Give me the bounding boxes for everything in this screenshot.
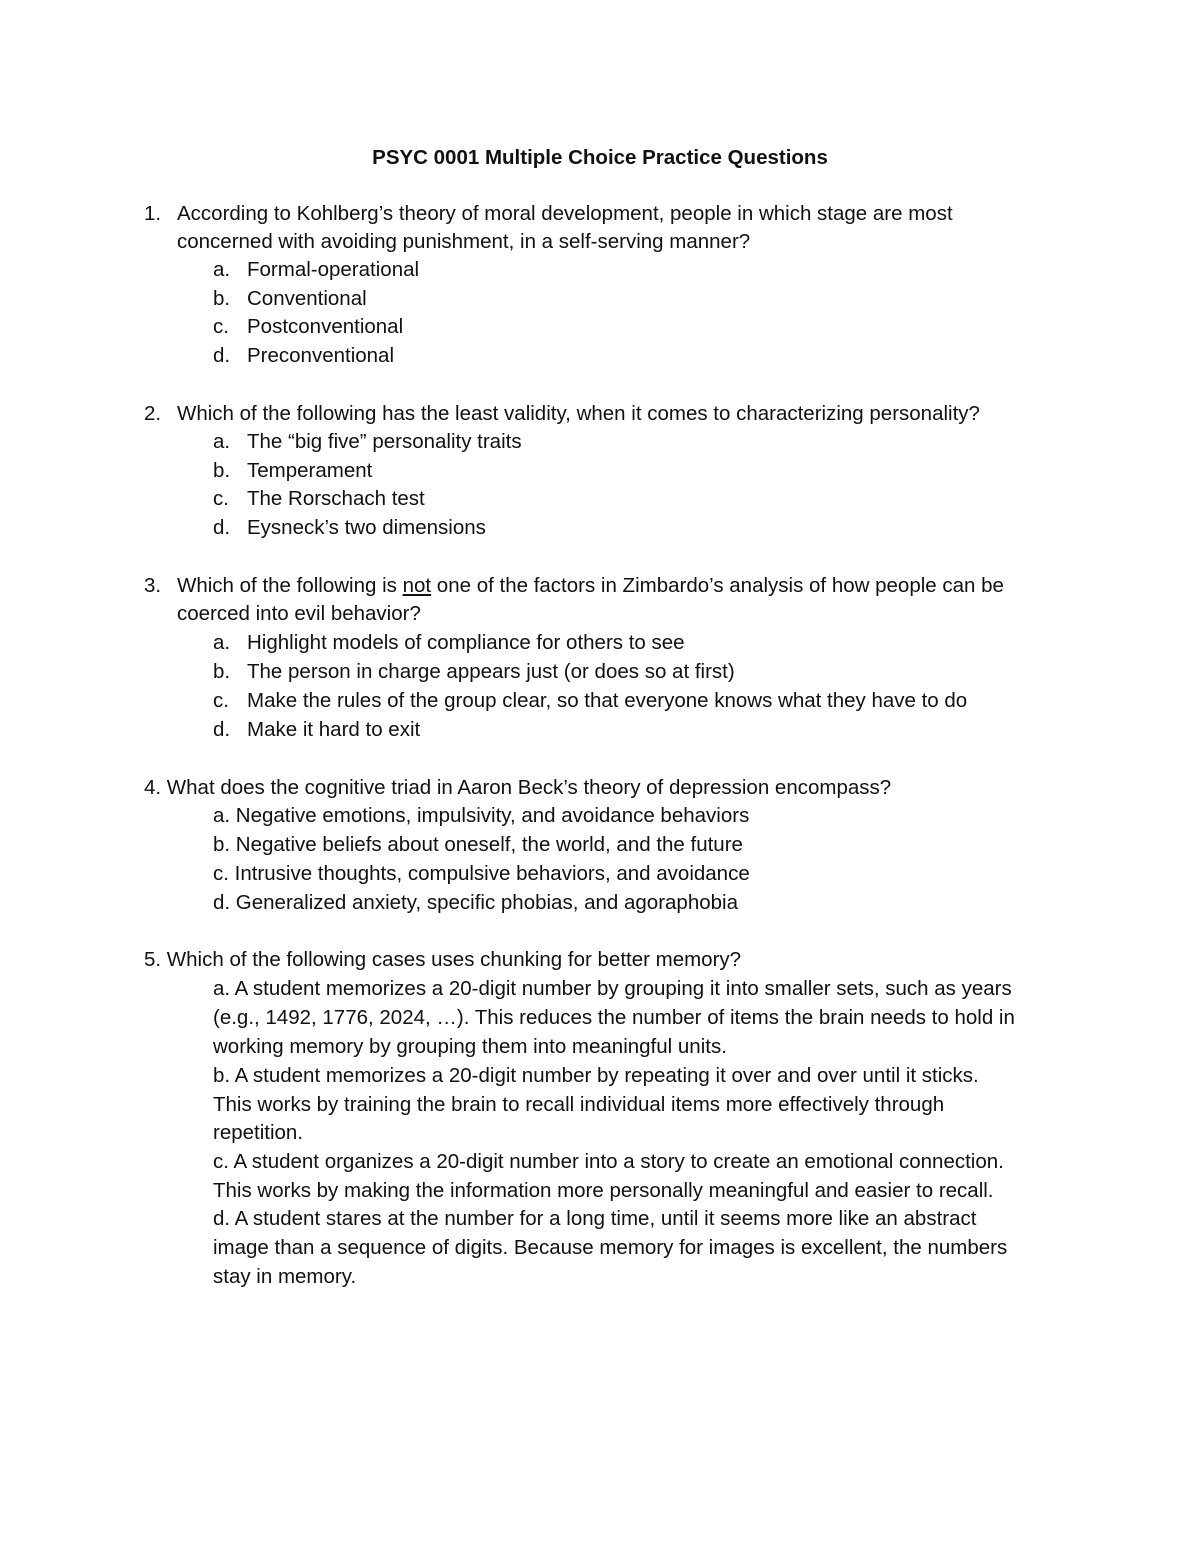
question-3-number: 3. <box>144 574 162 597</box>
question-4-text: 4. What does the cognitive triad in Aaron Beck’s theory of depression encompass? <box>144 776 892 799</box>
question-3-emphasis-not: not <box>402 574 432 597</box>
q5-option-a-line-3: working memory by grouping them into meaningful units. <box>213 1035 727 1058</box>
q1-option-c-text: Postconventional <box>247 315 404 338</box>
q3-option-d-text: Make it hard to exit <box>247 718 421 741</box>
q1-option-b-text: Conventional <box>247 287 367 310</box>
q3-option-d-letter: d. <box>213 718 231 741</box>
q2-option-a-text: The “big five” personality traits <box>247 430 522 453</box>
q2-option-b-text: Temperament <box>247 459 373 482</box>
q4-option-d: d. Generalized anxiety, specific phobias, and agoraphobia <box>213 891 738 914</box>
question-2-text-line-1: Which of the following has the least validity, when it comes to characterizing personality? <box>177 402 980 425</box>
q2-option-d-letter: d. <box>213 516 231 539</box>
q5-option-a-line-2: (e.g., 1492, 1776, 2024, …). This reduces the number of items the brain needs to hold in <box>213 1006 1015 1029</box>
q1-option-b-letter: b. <box>213 287 231 310</box>
question-3-text-pre: Which of the following is <box>177 574 403 597</box>
question-1-text-line-1: According to Kohlberg’s theory of moral development, people in which stage are most <box>177 202 953 225</box>
question-1-text-line-2: concerned with avoiding punishment, in a self-serving manner? <box>177 230 751 253</box>
q1-option-d-letter: d. <box>213 344 231 367</box>
q3-option-a-text: Highlight models of compliance for others to see <box>247 631 685 654</box>
question-5-text: 5. Which of the following cases uses chunking for better memory? <box>144 948 742 971</box>
q5-option-c-line-1: c. A student organizes a 20-digit number into a story to create an emotional connection. <box>213 1150 1004 1173</box>
q4-option-a: a. Negative emotions, impulsivity, and avoidance behaviors <box>213 804 750 827</box>
q5-option-b-line-3: repetition. <box>213 1121 304 1144</box>
q1-option-a-letter: a. <box>213 258 231 281</box>
q4-option-c: c. Intrusive thoughts, compulsive behaviors, and avoidance <box>213 862 750 885</box>
q5-option-b-line-1: b. A student memorizes a 20-digit number by repeating it over and over until it sticks. <box>213 1064 979 1087</box>
q5-option-d-line-1: d. A student stares at the number for a long time, until it seems more like an abstract <box>213 1207 977 1230</box>
q4-option-b: b. Negative beliefs about oneself, the world, and the future <box>213 833 743 856</box>
question-3-text-line-1 <box>177 572 1004 600</box>
page-title: PSYC 0001 Multiple Choice Practice Questions <box>372 146 828 169</box>
q1-option-c-letter: c. <box>213 315 229 338</box>
q1-option-a-text: Formal-operational <box>247 258 420 281</box>
q5-option-d-line-2: image than a sequence of digits. Because memory for images is excellent, the numbers <box>213 1236 1008 1259</box>
q2-option-c-text: The Rorschach test <box>247 487 425 510</box>
q1-option-d-text: Preconventional <box>247 344 395 367</box>
q2-option-c-letter: c. <box>213 487 229 510</box>
q5-option-c-line-2: This works by making the information more personally meaningful and easier to recall. <box>213 1179 994 1202</box>
q2-option-a-letter: a. <box>213 430 231 453</box>
question-3-text-line-2: coerced into evil behavior? <box>177 602 421 625</box>
q2-option-b-letter: b. <box>213 459 231 482</box>
q5-option-a-line-1: a. A student memorizes a 20-digit number by grouping it into smaller sets, such as years <box>213 977 1012 1000</box>
q3-option-a-letter: a. <box>213 631 231 654</box>
question-2-number: 2. <box>144 402 162 425</box>
q3-option-c-text: Make the rules of the group clear, so that everyone knows what they have to do <box>247 689 968 712</box>
q5-option-b-line-2: This works by training the brain to recall individual items more effectively through <box>213 1093 945 1116</box>
q3-option-b-letter: b. <box>213 660 231 683</box>
q2-option-d-text: Eysneck’s two dimensions <box>247 516 486 539</box>
q5-option-d-line-3: stay in memory. <box>213 1265 357 1288</box>
q3-option-b-text: The person in charge appears just (or does so at first) <box>247 660 735 683</box>
q3-option-c-letter: c. <box>213 689 229 712</box>
question-1-number: 1. <box>144 202 162 225</box>
question-3-text-post: one of the factors in Zimbardo’s analysis of how people can be <box>431 574 1004 597</box>
